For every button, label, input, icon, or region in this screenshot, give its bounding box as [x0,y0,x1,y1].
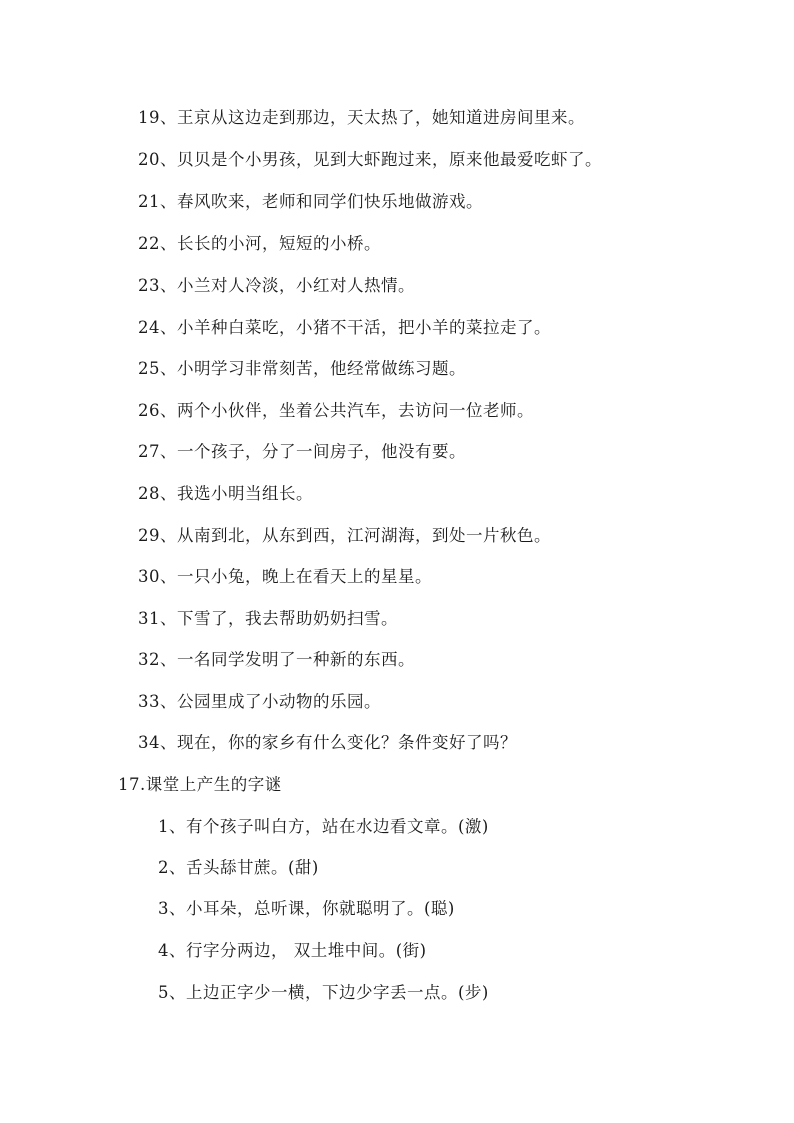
list-item: 24、小羊种白菜吃，小猪不干活，把小羊的菜拉走了。 [138,318,551,337]
list-item: 33、公园里成了小动物的乐园。 [138,692,381,711]
list-item: 23、小兰对人冷淡，小红对人热情。 [138,276,415,295]
riddle-item: 4、行字分两边， 双土堆中间。(街) [158,941,427,960]
list-item: 26、两个小伙伴，坐着公共汽车，去访问一位老师。 [138,401,534,420]
list-item: 21、春风吹来，老师和同学们快乐地做游戏。 [138,192,483,211]
section-heading: 17.课堂上产生的字谜 [118,775,282,794]
list-item: 28、我选小明当组长。 [138,484,313,503]
list-item: 31、下雪了，我去帮助奶奶扫雪。 [138,609,398,628]
list-item: 19、王京从这边走到那边，天太热了，她知道进房间里来。 [138,108,585,127]
riddle-item: 5、上边正字少一横，下边少字丢一点。(步) [158,983,489,1002]
riddle-item: 1、有个孩子叫白方，站在水边看文章。(激) [158,817,489,836]
list-item: 20、贝贝是个小男孩，见到大虾跑过来，原来他最爱吃虾了。 [138,150,602,169]
list-item: 22、长长的小河，短短的小桥。 [138,234,381,253]
riddle-item: 2、舌头舔甘蔗。(甜) [158,858,319,877]
list-item: 25、小明学习非常刻苦，他经常做练习题。 [138,359,466,378]
list-item: 32、一名同学发明了一种新的东西。 [138,650,415,669]
riddle-item: 3、小耳朵，总听课，你就聪明了。(聪) [158,899,455,918]
list-item: 34、现在，你的家乡有什么变化？条件变好了吗？ [138,733,517,752]
list-item: 27、一个孩子，分了一间房子，他没有要。 [138,442,466,461]
list-item: 30、一只小兔，晚上在看天上的星星。 [138,567,432,586]
list-item: 29、从南到北，从东到西，江河湖海，到处一片秋色。 [138,526,551,545]
